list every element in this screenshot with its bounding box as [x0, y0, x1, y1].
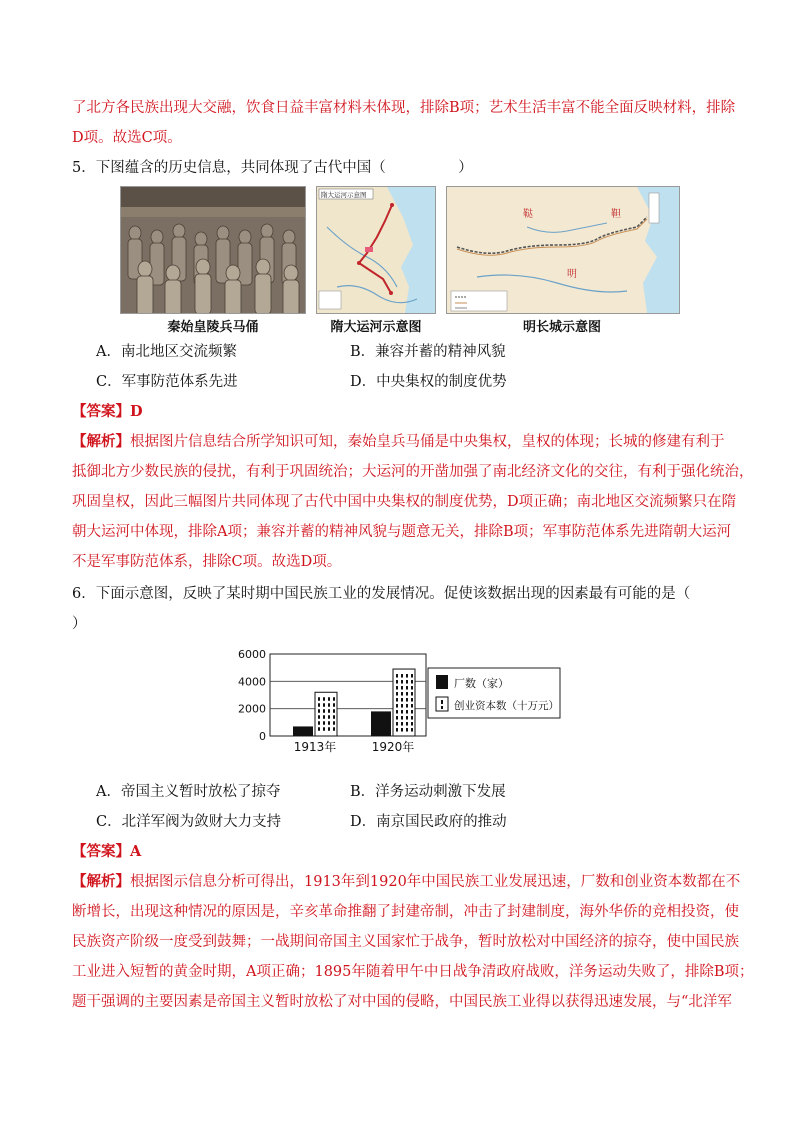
explain-line: 工业进入短暂的黄金时期，A项正确；1895年随着甲午中日战争清政府战败，洋务运动失败了，排除B项； [72, 964, 754, 980]
bar-capital-window [333, 715, 335, 719]
bar-capital-window [406, 716, 408, 720]
answer-value: D [130, 403, 143, 420]
map-label: 靼 [611, 209, 621, 220]
answer-value: A [130, 843, 142, 860]
image-caption: 隋大运河示意图 [330, 320, 422, 335]
explain-line: D项。故选C项。 [72, 130, 182, 146]
bar-capital-window [401, 698, 403, 702]
bar-capital-window [411, 680, 413, 684]
explain-line: 巩固皇权，因此三幅图片共同体现了古代中国中央集权的制度优势，D项正确；南北地区交流频繁只在隋 [72, 494, 737, 510]
option-c[interactable]: C．北洋军阀为敛财大力支持 [96, 814, 282, 830]
bar-capital-window [396, 722, 398, 726]
bar-capital [393, 669, 415, 736]
answer-label: 【答案】 [72, 843, 130, 860]
bar-capital-window [406, 710, 408, 714]
map-label: 鞑 [523, 209, 533, 220]
option-b[interactable]: B．兼容并蓄的精神风貌 [350, 344, 506, 360]
bar-capital-window [318, 715, 320, 719]
y-tick-label: 6000 [238, 648, 266, 661]
bar-capital-window [333, 721, 335, 725]
map-label: 明 [567, 269, 577, 280]
bar-capital-window [396, 728, 398, 732]
terracotta-army-photo [120, 186, 306, 314]
bar-capital-window [411, 710, 413, 714]
bar-capital-window [406, 686, 408, 690]
legend-swatch-window [441, 700, 443, 704]
bar-capital-window [411, 692, 413, 696]
bar-capital-window [396, 698, 398, 702]
y-tick-label: 4000 [238, 675, 266, 689]
option-d[interactable]: D．南京国民政府的推动 [350, 814, 507, 830]
y-tick-label: 2000 [238, 702, 266, 716]
explain-line: 抵御北方少数民族的侵扰，有利于巩固统治；大运河的开凿加强了南北经济文化的交往，有利于强化统治， [72, 464, 754, 480]
bar-capital-window [323, 721, 325, 725]
option-b[interactable]: B．洋务运动刺激下发展 [350, 784, 506, 800]
bar-capital-window [411, 704, 413, 708]
industry-bar-chart [232, 646, 592, 766]
bar-capital-window [318, 709, 320, 713]
bar-capital-window [406, 722, 408, 726]
bar-capital-window [396, 674, 398, 678]
bar-capital-window [328, 727, 330, 731]
option-a[interactable]: A．南北地区交流频繁 [96, 344, 237, 360]
bar-capital-window [411, 674, 413, 678]
explain-line: 断增长，出现这种情况的原因是，辛亥革命推翻了封建帝制，冲击了封建制度，海外华侨的竞相投资，使 [72, 904, 739, 920]
bar-capital-window [333, 697, 335, 701]
explain-text: 根据图示信息分析可得出，1913年到1920年中国民族工业发展迅速，厂数和创业资本数都在不 [130, 874, 741, 890]
bar-capital-window [333, 709, 335, 713]
bar-capital-window [323, 727, 325, 731]
answer-line [72, 842, 728, 862]
bar-capital-window [401, 704, 403, 708]
bar-capital-window [328, 709, 330, 713]
bar-capital-window [328, 703, 330, 707]
question-6-stem-end: ） [72, 616, 87, 632]
explain-line [72, 432, 728, 452]
bar-capital-window [401, 722, 403, 726]
bar-capital-window [406, 692, 408, 696]
legend-swatch-factory [436, 675, 448, 689]
bar-capital-window [396, 710, 398, 714]
bar-capital-window [411, 698, 413, 702]
bar-capital-window [401, 716, 403, 720]
bar-capital-window [396, 692, 398, 696]
x-tick-label: 1913年 [293, 740, 337, 754]
bar-capital-window [318, 727, 320, 731]
bar-capital-window [411, 686, 413, 690]
bar-factory-count [371, 711, 391, 736]
y-tick-label: 0 [259, 730, 266, 743]
bar-capital-window [406, 698, 408, 702]
explain-label: 【解析】 [72, 433, 130, 450]
map-title: 隋大运河示意图 [321, 191, 367, 199]
bar-capital-window [328, 697, 330, 701]
image-caption: 秦始皇陵兵马俑 [167, 320, 259, 335]
bar-capital-window [323, 715, 325, 719]
option-c[interactable]: C．军事防范体系先进 [96, 374, 238, 390]
legend-swatch-window [441, 706, 443, 709]
legend-label: 创业资本数（十万元） [454, 700, 559, 712]
bar-capital-window [401, 728, 403, 732]
bar-capital-window [323, 703, 325, 707]
bar-capital-window [401, 674, 403, 678]
explain-line: 民族资产阶级一度受到鼓舞；一战期间帝国主义国家忙于战争，暂时放松对中国经济的掠夺，使中国民族 [72, 934, 739, 950]
bar-capital-window [406, 704, 408, 708]
legend-label: 厂数（家） [454, 677, 509, 690]
bar-capital-window [396, 680, 398, 684]
bar-capital-window [401, 686, 403, 690]
bar-capital-window [333, 703, 335, 707]
bar-capital-window [333, 727, 335, 731]
x-tick-label: 1920年 [371, 740, 415, 754]
bar-capital-window [318, 721, 320, 725]
grand-canal-map [316, 186, 436, 314]
option-d[interactable]: D．中央集权的制度优势 [350, 374, 507, 390]
bar-capital-window [396, 686, 398, 690]
bar-capital-window [328, 721, 330, 725]
bar-capital-window [396, 716, 398, 720]
bar-capital-window [396, 704, 398, 708]
bar-capital-window [406, 680, 408, 684]
bar-capital-window [401, 710, 403, 714]
bar-capital-window [411, 728, 413, 732]
bar-capital-window [411, 722, 413, 726]
bar-capital-window [328, 715, 330, 719]
bar-capital-window [323, 709, 325, 713]
image-caption: 明长城示意图 [522, 320, 601, 335]
explain-line: 题干强调的主要因素是帝国主义暂时放松了对中国的侵略，中国民族工业得以获得迅速发展，与“北洋军 [72, 994, 732, 1010]
answer-line [72, 402, 728, 422]
bar-capital-window [318, 697, 320, 701]
ming-great-wall-map [446, 186, 680, 314]
explain-line: 了北方各民族出现大交融，饮食日益丰富材料未体现，排除B项；艺术生活丰富不能全面反映材料，排除 [72, 100, 736, 116]
explain-line: 不是军事防范体系，排除C项。故选D项。 [72, 554, 342, 570]
question-5-stem: 5．下图蕴含的历史信息，共同体现了古代中国（ ） [72, 160, 473, 176]
explain-line [72, 872, 741, 892]
explain-label: 【解析】 [72, 873, 130, 890]
answer-label: 【答案】 [72, 403, 130, 420]
bar-capital-window [411, 716, 413, 720]
bar-capital-window [401, 680, 403, 684]
bar-capital-window [401, 692, 403, 696]
bar-factory-count [293, 726, 313, 736]
bar-capital-window [318, 703, 320, 707]
bar-capital-window [323, 697, 325, 701]
question-6-stem: 6．下面示意图，反映了某时期中国民族工业的发展情况。促使该数据出现的因素最有可能的是（ [72, 586, 691, 602]
bar-capital-window [406, 674, 408, 678]
bar-capital-window [406, 728, 408, 732]
explain-line: 朝大运河中体现，排除A项；兼容并蓄的精神风貌与题意无关，排除B项；军事防范体系先进隋朝大运河 [72, 524, 732, 540]
option-a[interactable]: A．帝国主义暂时放松了掠夺 [96, 784, 281, 800]
explain-text: 根据图片信息结合所学知识可知，秦始皇兵马俑是中央集权，皇权的体现；长城的修建有利于 [130, 434, 725, 450]
